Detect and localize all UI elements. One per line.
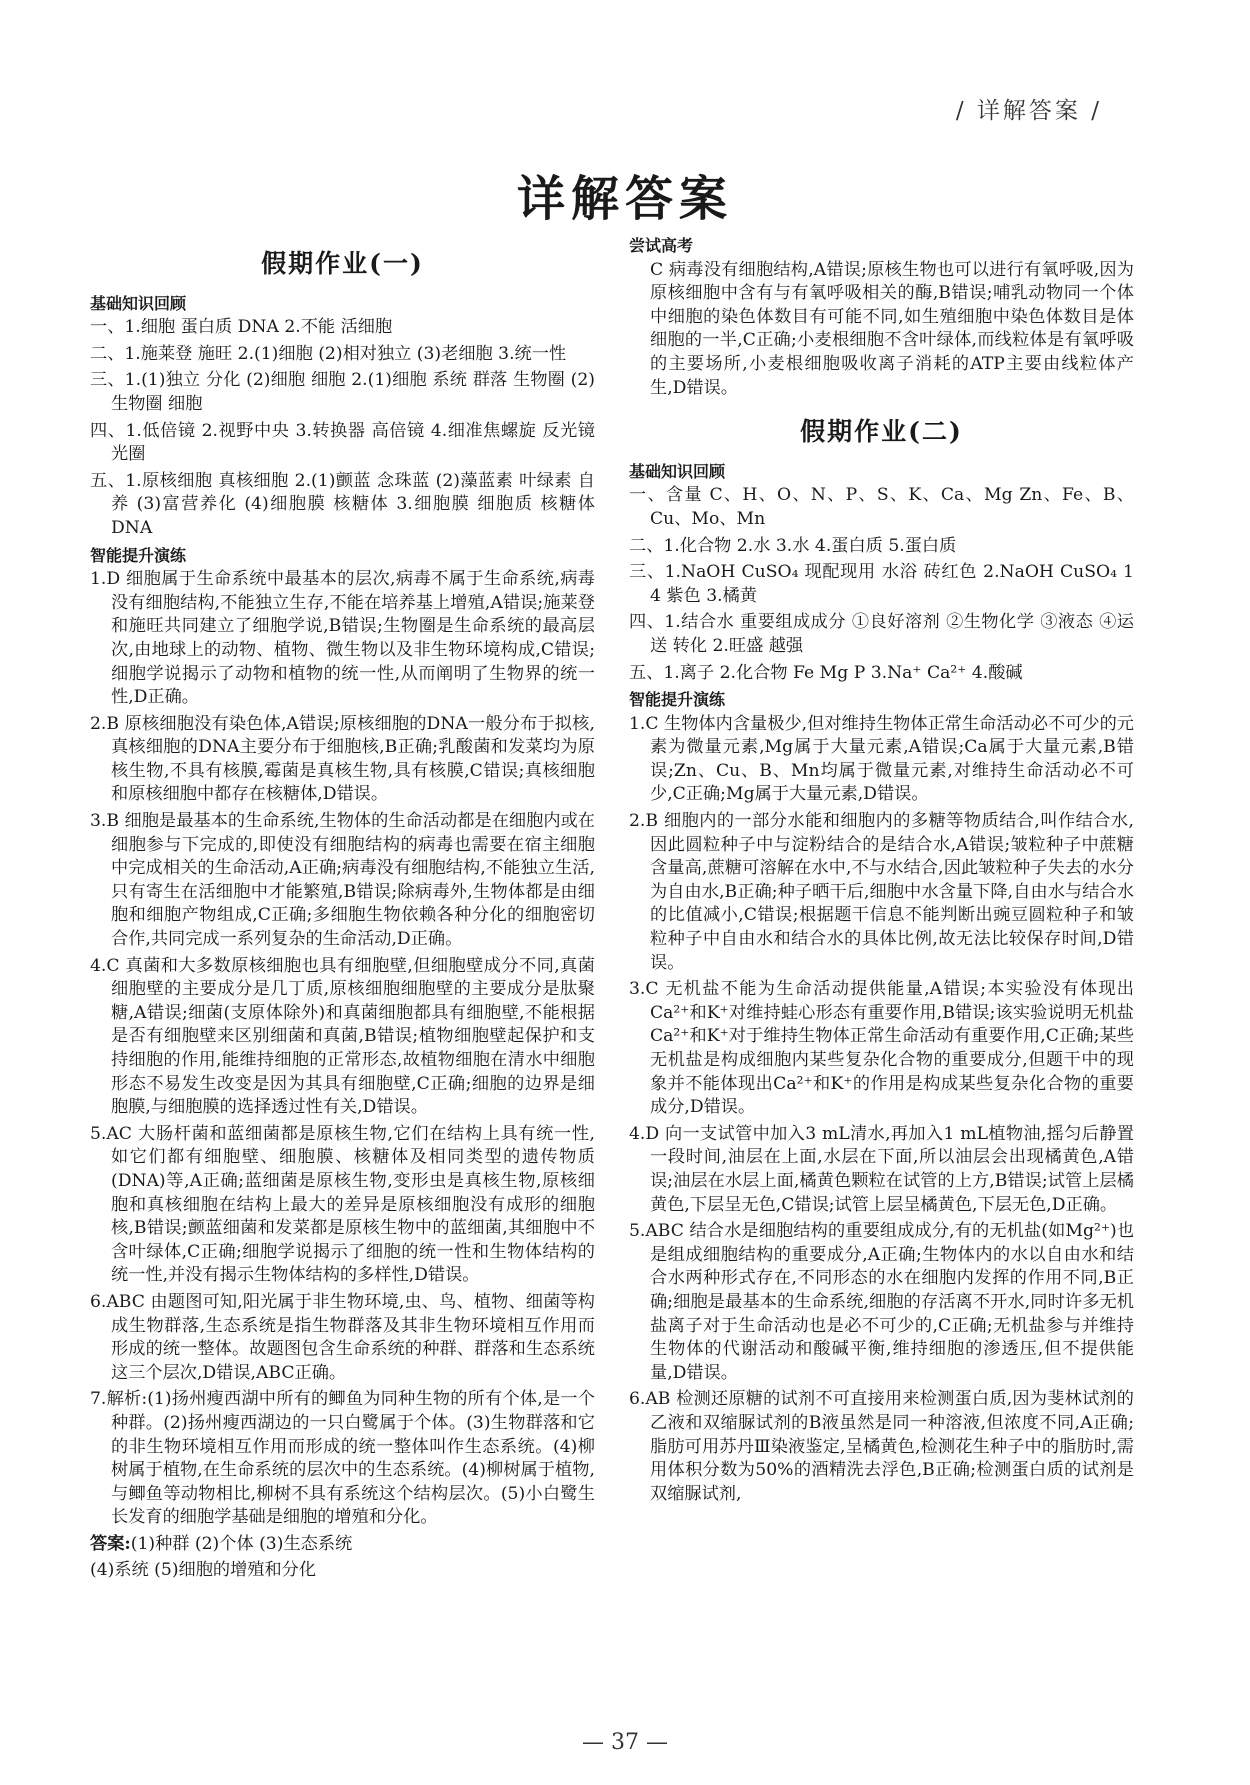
try-heading: 尝试高考 <box>629 236 694 255</box>
advanced-heading-1: 智能提升演练 <box>90 545 187 565</box>
basic-heading-2: 基础知识回顾 <box>629 461 726 481</box>
basic-line: 四、1.结合水 重要组成成分 ①良好溶剂 ②生物化学 ③液态 ④运送 转化 2.旺盛 越强 <box>629 612 1134 656</box>
answer-label: 答案: <box>90 1533 131 1554</box>
section-title-1: 假期作业(一) <box>261 249 424 278</box>
basic-line: 二、1.施莱登 施旺 2.(1)细胞 (2)相对独立 (3)老细胞 3.统一性 <box>90 343 567 364</box>
basic-line: 一、1.细胞 蛋白质 DNA 2.不能 活细胞 <box>90 317 393 338</box>
page-number: — 37 — <box>582 1730 668 1755</box>
answer-item: 2.B 细胞内的一部分水能和细胞内的多糖等物质结合,叫作结合水,因此圆粒种子中与淀粉结合的是结合水,A错误;皱粒种子中蔗糖含量高,蔗糖可溶解在水中,不与水结合,因此皱粒种子失去的水分为自由水,B正确;种子晒干后,细胞中水含量下降,自由水与结合水的比值减小,C错误;根据题干信息不能判断出豌豆圆粒种子和皱粒种子中自由水和结合水的具体比例,故无法比较保存时间,D错误。 <box>629 811 1134 973</box>
answer-item: 5.AC 大肠杆菌和蓝细菌都是原核生物,它们在结构上具有统一性,如它们都有细胞壁、细胞膜、核糖体及相同类型的遗传物质(DNA)等,A正确;蓝细菌是原核生物,变形虫是真核生物,原核细胞和真核细胞在结构上最大的差异是原核细胞没有成形的细胞核,B错误;颤蓝细菌和发菜都是原核生物中的蓝细菌,其细胞中不含叶绿体,C正确;细胞学说揭示了细胞的统一性和生物体结构的统一性,并没有揭示生物体结构的多样性,D错误。 <box>90 1123 595 1286</box>
right-column <box>629 232 1134 1509</box>
basic-line: 三、1.NaOH CuSO₄ 现配现用 水浴 砖红色 2.NaOH CuSO₄ 1 4 紫色 3.橘黄 <box>629 562 1134 606</box>
section-title-2: 假期作业(二) <box>800 417 963 447</box>
basic-line: 三、1.(1)独立 分化 (2)细胞 细胞 2.(1)细胞 系统 群落 生物圈 (2)生物圈 细胞 <box>90 370 595 414</box>
running-head: / 详解答案 / <box>955 98 1102 124</box>
try-text: C 病毒没有细胞结构,A错误;原核生物也可以进行有氧呼吸,因为原核细胞中含有与有氧呼吸相关的酶,B错误;哺乳动物同一个体中细胞的染色体数目有可能不同,如生殖细胞中染色体数目是体细胞的一半,C正确;小麦根细胞不含叶绿体,而线粒体是有氧呼吸的主要场所,小麦根细胞吸收离子消耗的ATP主要由线粒体产生,D错误。 <box>650 259 1134 398</box>
basic-line: 四、1.低倍镜 2.视野中央 3.转换器 高倍镜 4.细准焦螺旋 反光镜 光圈 <box>90 420 595 465</box>
answer-item: 6.AB 检测还原糖的试剂不可直接用来检测蛋白质,因为斐林试剂的乙液和双缩脲试剂的B液虽然是同一种溶液,但浓度不同,A正确;脂肪可用苏丹Ⅲ染液鉴定,呈橘黄色,检测花生种子中的脂肪时,需用体积分数为50%的酒精洗去浮色,B正确;检测蛋白质的试剂是双缩脲试剂, <box>629 1389 1134 1504</box>
basic-heading-1: 基础知识回顾 <box>90 293 187 313</box>
left-column <box>90 232 595 1586</box>
advanced-heading-2: 智能提升演练 <box>629 690 726 710</box>
page-title: 详解答案 <box>516 171 733 227</box>
answer-item: 1.D 细胞属于生命系统中最基本的层次,病毒不属于生命系统,病毒没有细胞结构,不能独立生存,不能在培养基上增殖,A错误;施莱登和施旺共同建立了细胞学说,B错误;生物圈是生命系统的最高层次,由地球上的动物、植物、微生物以及非生物环境构成,C错误;细胞学说揭示了动物和植物的统一性,从而阐明了生物界的统一性,D正确。 <box>90 569 595 708</box>
answer-item: 4.D 向一支试管中加入3 mL清水,再加入1 mL植物油,摇匀后静置一段时间,油层在上面,水层在下面,所以油层会出现橘黄色,A错误;油层在水层上面,橘黄色颗粒在试管的上方,B错误;试管上层橘黄色,下层呈无色,C错误;试管上层呈橘黄色,下层无色,D正确。 <box>629 1123 1134 1215</box>
final-answer <box>90 1533 595 1557</box>
answer-line-2: (4)系统 (5)细胞的增殖和分化 <box>90 1560 317 1581</box>
answer-item: 7.解析:(1)扬州瘦西湖中所有的鲫鱼为同种生物的所有个体,是一个种群。(2)扬州瘦西湖边的一只白鹭属于个体。(3)生物群落和它的非生物环境相互作用而形成的统一整体叫作生态系统。(4)柳树属于植物,在生命系统的层次中的生态系统。(4)柳树属于植物,与鲫鱼等动物相比,柳树不具有系统这个结构层次。(5)小白鹭生长发育的细胞学基础是细胞的增殖和分化。 <box>90 1389 595 1528</box>
answer-line-1: (1)种群 (2)个体 (3)生态系统 <box>130 1533 353 1554</box>
answer-item: 6.ABC 由题图可知,阳光属于非生物环境,虫、鸟、植物、细菌等构成生物群落,生态系统是指生物群落及其非生物环境相互作用而形成的统一整体。故题图包含生命系统的种群、群落和生态系统这三个层次,D错误,ABC正确。 <box>90 1291 595 1383</box>
basic-line: 一、含量 C、H、O、N、P、S、K、Ca、Mg Zn、Fe、B、Cu、Mo、Mn <box>629 485 1134 529</box>
answer-item: 5.ABC 结合水是细胞结构的重要组成成分,有的无机盐(如Mg²⁺)也是组成细胞结构的重要成分,A正确;生物体内的水以自由水和结合水两种形式存在,不同形态的水在细胞内发挥的作用不同,B正确;细胞是最基本的生命系统,细胞的存活离不开水,同时许多无机盐离子对于生命活动也是必不可少的,C正确;无机盐参与并维持生物体的代谢活动和酸碱平衡,维持细胞的渗透压,但不提供能量,D错误。 <box>629 1221 1134 1383</box>
answer-item: 1.C 生物体内含量极少,但对维持生物体正常生命活动必不可少的元素为微量元素,Mg属于大量元素,A错误;Ca属于大量元素,B错误;Zn、Cu、B、Mn均属于微量元素,对维持生命活动必不可少,C正确;Mg属于大量元素,D错误。 <box>629 713 1134 805</box>
answer-item: 3.C 无机盐不能为生命活动提供能量,A错误;本实验没有体现出Ca²⁺和K⁺对维持蛙心形态有重要作用,B错误;该实验说明无机盐Ca²⁺和K⁺对于维持生物体正常生命活动有重要作用,C正确;某些无机盐是构成细胞内某些复杂化合物的重要成分,但题干中的现象并不能体现出Ca²⁺和K⁺的作用是构成某些复杂化合物的重要成分,D错误。 <box>629 979 1134 1118</box>
answer-item: 4.C 真菌和大多数原核细胞也具有细胞壁,但细胞壁成分不同,真菌细胞壁的主要成分是几丁质,原核细胞细胞壁的主要成分是肽聚糖,A错误;细菌(支原体除外)和真菌细胞都具有细胞壁,不能根据是否有细胞壁来区别细菌和真菌,B错误;植物细胞壁起保护和支持细胞的作用,能维持细胞的正常形态,故植物细胞在清水中细胞形态不易发生改变是因为其具有细胞壁,C正确;细胞的边界是细胞膜,与细胞膜的选择透过性有关,D错误。 <box>90 955 595 1118</box>
basic-line: 五、1.离子 2.化合物 Fe Mg P 3.Na⁺ Ca²⁺ 4.酸碱 <box>629 662 1023 683</box>
answer-item: 2.B 原核细胞没有染色体,A错误;原核细胞的DNA一般分布于拟核,真核细胞的DNA主要分布于细胞核,B正确;乳酸菌和发菜均为原核生物,不具有核膜,霉菌是真核生物,具有核膜,C错误;真核细胞和原核细胞中都存在核糖体,D错误。 <box>90 713 595 805</box>
basic-line: 二、1.化合物 2.水 3.水 4.蛋白质 5.蛋白质 <box>629 535 957 556</box>
answer-item: 3.B 细胞是最基本的生命系统,生物体的生命活动都是在细胞内或在细胞参与下完成的,即使没有细胞结构的病毒也需要在宿主细胞中完成相关的生命活动,A正确;病毒没有细胞结构,不能独立生活,只有寄生在活细胞中才能繁殖,B错误;除病毒外,生物体都是由细胞和细胞产物组成,C正确;多细胞生物依赖各种分化的细胞密切合作,共同完成一系列复杂的生命活动,D正确。 <box>90 811 595 950</box>
basic-line: 五、1.原核细胞 真核细胞 2.(1)颤蓝 念珠蓝 (2)藻蓝素 叶绿素 自养 (3)富营养化 (4)细胞膜 核糖体 3.细胞膜 细胞质 核糖体 DNA <box>90 470 595 538</box>
